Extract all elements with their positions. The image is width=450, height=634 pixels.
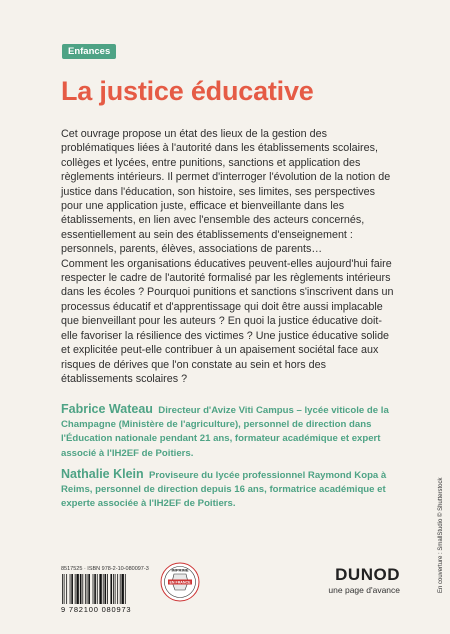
barcode-digits: 9 782100 080973 bbox=[61, 605, 132, 614]
publisher-tagline: une page d'avance bbox=[328, 585, 400, 595]
author-description: Directeur d'Avize Viti Campus – lycée viticole de la Champagne (Ministère de l'agriculture), personnel de direction dans l'Éducation nationale pendant 21 ans, formateur académique et expert associé à l'IH2EF de Poitiers. bbox=[61, 405, 389, 459]
publisher-name: DUNOD bbox=[335, 565, 400, 584]
badge-top-text: IMPRIMÉ bbox=[171, 567, 189, 573]
blurb-paragraph-2: Comment les organisations éducatives peuvent-elles aujourd'hui faire respecter le cadre de l'autorité formalisé par les règlements intérieurs dans les écoles ? Pourquoi punitions et sanctions s'inscrivent dans un processus éducatif et d'apprentissage qui doit être aussi implacable que bienveillant pour les auteurs ? En quoi la justice éducative doit-elle favoriser la résilience des victimes ? Une justice éducative solide et explicitée peut-elle contribuer à un apaisement sociétal face aux risques de dérives que l'on constate au sein et hors des établissements scolaires ? bbox=[61, 257, 394, 385]
author-name: Nathalie Klein bbox=[61, 466, 144, 481]
barcode-block bbox=[61, 566, 151, 614]
cover-credit bbox=[430, 477, 444, 595]
cover-credit-text: En couverture : SmallStudio © Shutterstock bbox=[438, 477, 444, 593]
publisher-logo bbox=[320, 566, 400, 595]
book-title: La justice éducative bbox=[61, 76, 314, 106]
back-cover-blurb bbox=[61, 127, 394, 386]
author-name: Fabrice Wateau bbox=[61, 402, 153, 416]
isbn-reference: 8517525 · ISBN 978-2-10-080097-3 bbox=[61, 566, 149, 572]
blurb-paragraph-1: Cet ouvrage propose un état des lieux de la gestion des problématiques liées à l'autorité dans les établissements scolaires, collèges et lycées, entre punitions, sanctions et application des règlements intérieurs. Il permet d'interroger l'évolution de la notion de justice dans l'éducation, son histoire, ses limites, ses perspectives pour une application juste, efficace et bienveillante dans les établissements, en lien avec l'ensemble des acteurs concernés, essentiellement au sein des établissements d'enseignement : personnels, parents, élèves, associations de parents… bbox=[61, 128, 391, 256]
barcode-icon bbox=[61, 574, 149, 604]
imprime-en-france-badge-icon bbox=[160, 562, 200, 602]
author-bio bbox=[61, 402, 394, 461]
series-label: Enfances bbox=[62, 44, 116, 59]
author-bios bbox=[61, 402, 394, 517]
author-description: Proviseure du lycée professionnel Raymond Kopa à Reims, personnel de direction depuis 16 ans, formatrice académique et experte associée à l'IH2EF de Poitiers. bbox=[61, 469, 387, 510]
author-bio bbox=[61, 467, 394, 512]
badge-bottom-text: EN FRANCE bbox=[169, 580, 191, 585]
